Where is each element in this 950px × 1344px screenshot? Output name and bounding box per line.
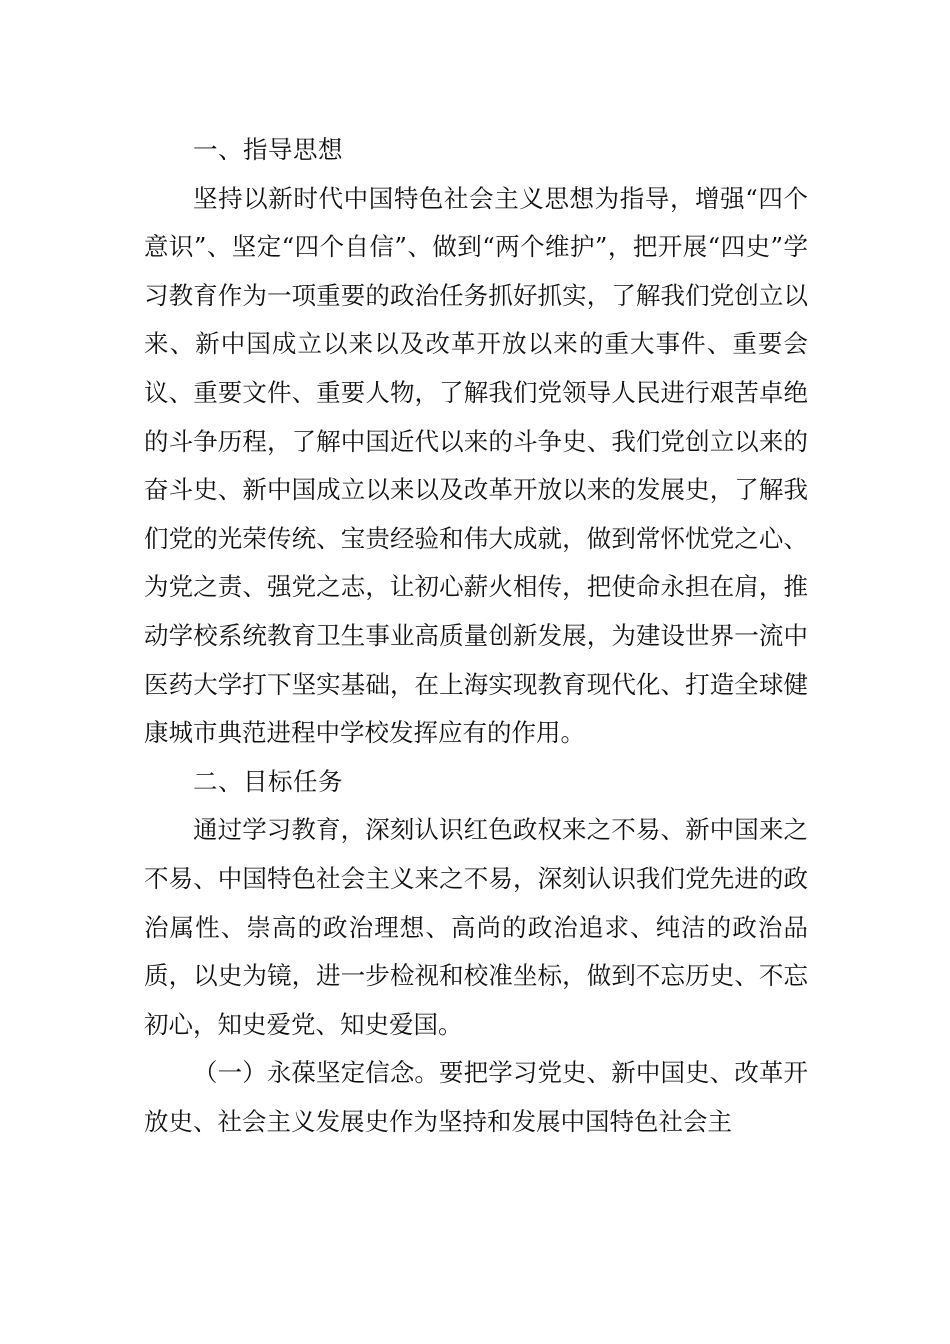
document-body [144, 126, 808, 1146]
paragraph-goals-tasks: 通过学习教育，深刻认识红色政权来之不易、新中国来之不易、中国特色社会主义来之不易，深刻认识我们党先进的政治属性、崇高的政治理想、高尚的政治追求、纯洁的政治品质，以史为镜，进一步检视和校准坐标，做到不忘历史、不忘初心，知史爱党、知史爱国。 [144, 815, 808, 1039]
section-heading-guiding-ideology: 一、指导思想 [193, 135, 343, 164]
paragraph-guiding-ideology: 坚持以新时代中国特色社会主义思想为指导，增强“四个意识”、坚定“四个自信”、做到“两个维护”，把开展“四史”学习教育作为一项重要的政治任务抓好抓实，了解我们党创立以来、新中国成立以来以及改革开放以来的重大事件、重要会议、重要文件、重要人物，了解我们党领导人民进行艰苦卓绝的斗争历程，了解中国近代以来的斗争史、我们党创立以来的奋斗史、新中国成立以来以及改革开放以来的发展史，了解我们党的光荣传统、宝贵经验和伟大成就，做到常怀忧党之心、为党之责、强党之志，让初心薪火相传，把使命永担在肩，推动学校系统教育卫生事业高质量创新发展，为建设世界一流中医药大学打下坚实基础，在上海实现教育现代化、打造全球健康城市典范进程中学校发挥应有的作用。 [144, 183, 808, 748]
section-heading-goals-tasks: 二、目标任务 [193, 766, 343, 796]
paragraph-firm-belief: （一）永葆坚定信念。要把学习党史、新中国史、改革开放史、社会主义发展史作为坚持和发展中国特色社会主 [144, 1058, 808, 1136]
